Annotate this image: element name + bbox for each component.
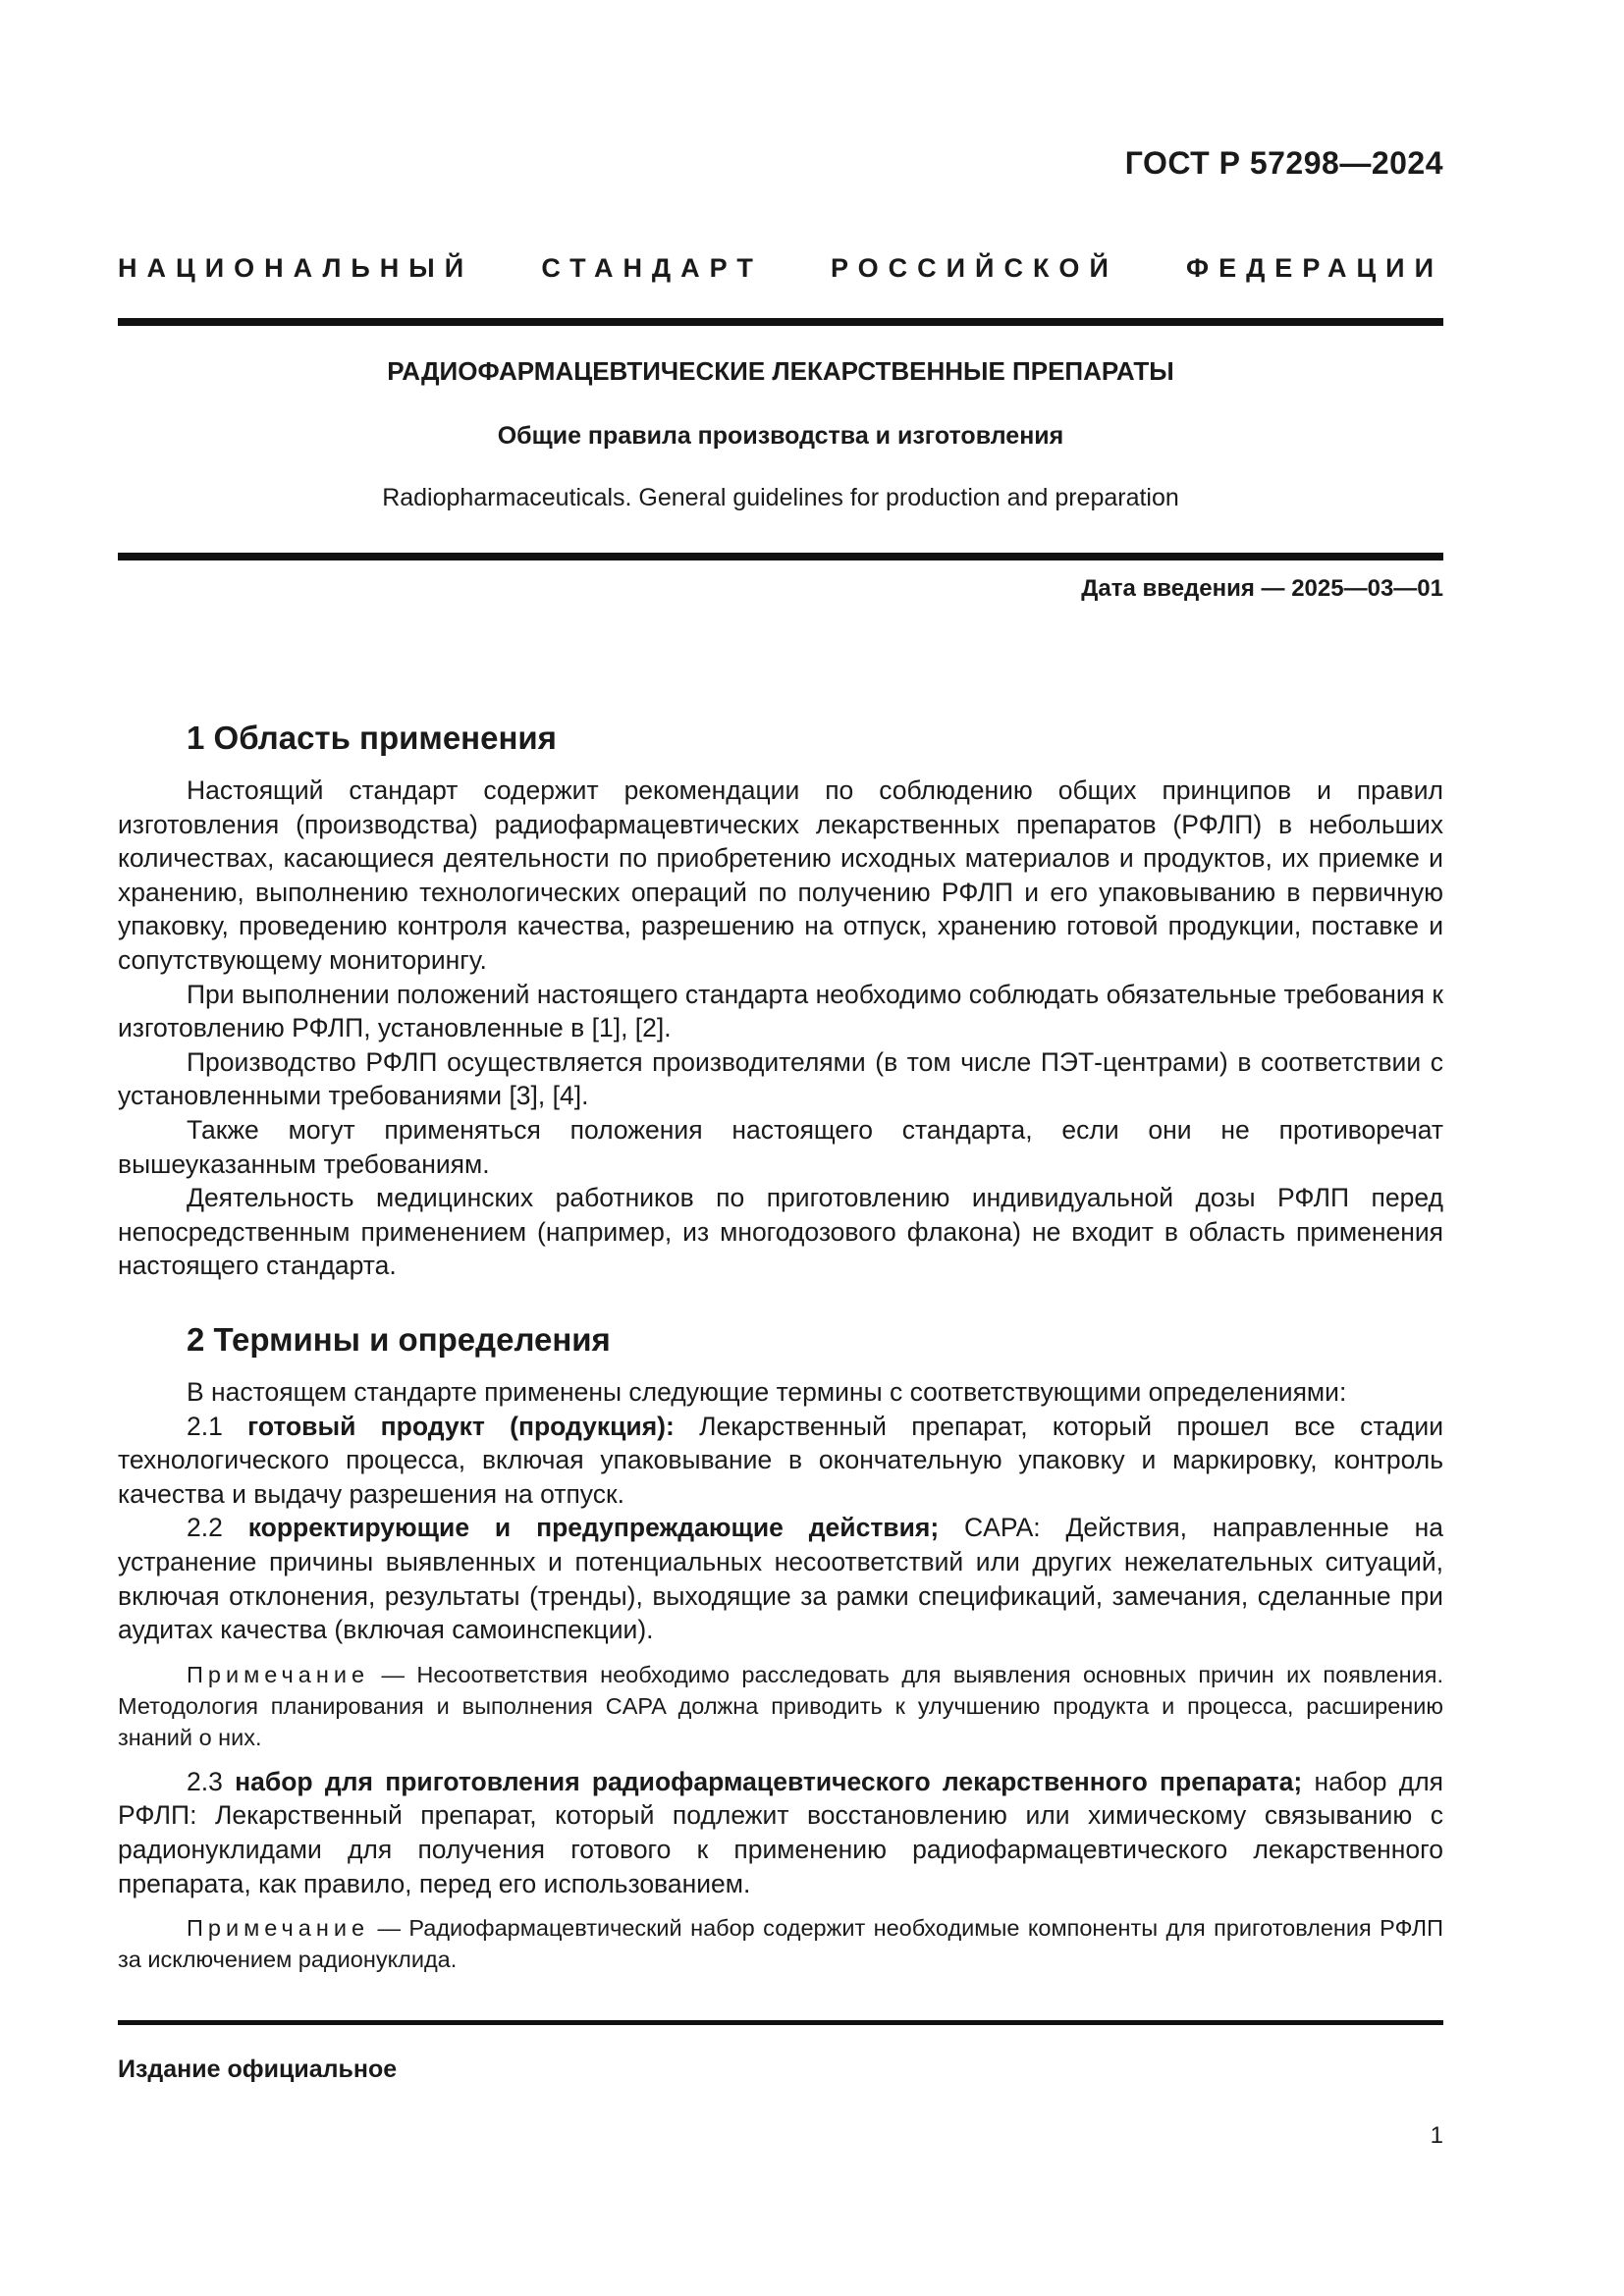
note-text: — Радиофармацевтический набор содержит необходимые компоненты для приготовления РФЛП за исключением радионуклида. xyxy=(118,1915,1443,1973)
note-label: Примечание xyxy=(187,1661,370,1687)
document-subtitle: Общие правила производства и изготовления xyxy=(497,422,1064,450)
english-title: Radiopharmaceuticals. General guidelines for production and preparation xyxy=(382,484,1179,511)
term-entry xyxy=(118,1410,1443,1512)
page-number: 1 xyxy=(1430,2122,1443,2149)
section-heading: 1 Область применения xyxy=(187,720,557,756)
term-entry xyxy=(118,1765,1443,1900)
effective-date: Дата введения — 2025—03—01 xyxy=(1081,575,1443,602)
note xyxy=(118,1912,1443,1975)
document-title: РАДИОФАРМАЦЕВТИЧЕСКИЕ ЛЕКАРСТВЕННЫЕ ПРЕПАРАТЫ xyxy=(387,356,1174,386)
term-name: корректирующие и предупреждающие действия; xyxy=(247,1513,940,1543)
title-rule xyxy=(118,553,1443,561)
term-definition: набор для РФЛП: Лекарственный препарат, который подлежит восстановлению или химическому связыванию с радионуклидами для получения готового к применению радиофармацевтического лекарственного препарата, как правило, перед его использованием. xyxy=(118,1766,1444,1898)
note-label: Примечание xyxy=(187,1915,370,1942)
national-standard-line: НАЦИОНАЛЬНЫЙ СТАНДАРТ РОССИЙСКОЙ ФЕДЕРАЦИИ xyxy=(118,253,1443,283)
term-number: 2.1 xyxy=(187,1411,248,1441)
paragraph: При выполнении положений настоящего стандарта необходимо соблюдать обязательные требования к изготовлению РФЛП, установленные в [1], [2]. xyxy=(118,979,1443,1043)
document-id: ГОСТ Р 57298—2024 xyxy=(1124,145,1443,181)
note xyxy=(118,1659,1443,1753)
top-rule xyxy=(118,318,1443,326)
note-text: — Несоответствия необходимо расследовать для выявления основных причин их появления. Методология планирования и выполнения CAPA должна приводить к улучшению продукта и процесса, расширению знаний о них. xyxy=(118,1661,1443,1750)
term-entry xyxy=(118,1511,1443,1646)
edition-label: Издание официальное xyxy=(118,2056,398,2083)
term-name: набор для приготовления радиофармацевтического лекарственного препарата; xyxy=(235,1766,1303,1796)
paragraph: В настоящем стандарте применены следующие термины с соответствующими определениями: xyxy=(187,1377,1347,1407)
section-scope xyxy=(118,719,1443,1283)
paragraph: Производство РФЛП осуществляется производителями (в том числе ПЭТ-центрами) в соответствии с установленными требованиями [3], [4]. xyxy=(118,1046,1443,1111)
section-terms xyxy=(118,1320,1443,1975)
paragraph: Также могут применяться положения настоящего стандарта, если они не противоречат вышеуказанным требованиям. xyxy=(118,1114,1443,1179)
term-name: готовый продукт (продукция): xyxy=(247,1411,675,1441)
paragraph: Деятельность медицинских работников по приготовлению индивидуальной дозы РФЛП перед непосредственным применением (например, из многодозового флакона) не входит в область применения настоящего стандарта. xyxy=(118,1183,1443,1281)
section-heading: 2 Термины и определения xyxy=(187,1321,611,1358)
term-definition: CAPA: Действия, направленные на устранение причины выявленных и потенциальных несоответствий или других нежелательных ситуаций, включая отклонения, результаты (тренды), выходящие за рамки спецификаций, замечания, сделанные при аудитах качества (включая самоинспекции). xyxy=(118,1513,1443,1645)
footer-rule xyxy=(118,2020,1443,2025)
term-definition: Лекарственный препарат, который прошел все стадии технологического процесса, включая упаковывание в окончательную упаковку и маркировку, контроль качества и выдачу разрешения на отпуск. xyxy=(118,1411,1443,1509)
term-number: 2.2 xyxy=(187,1513,248,1543)
paragraph: Настоящий стандарт содержит рекомендации по соблюдению общих принципов и правил изготовления (производства) радиофармацевтических лекарственных препаратов (РФЛП) в небольших количествах, касающиеся деятельности по приобретению исходных материалов и продуктов, их приемке и хранению, выполнению технологических операций по получению РФЛП и его упаковыванию в первичную упаковку, проведению контроля качества, разрешению на отпуск, хранению готовой продукции, поставке и сопутствующему мониторингу. xyxy=(118,775,1443,975)
term-number: 2.3 xyxy=(187,1766,236,1796)
